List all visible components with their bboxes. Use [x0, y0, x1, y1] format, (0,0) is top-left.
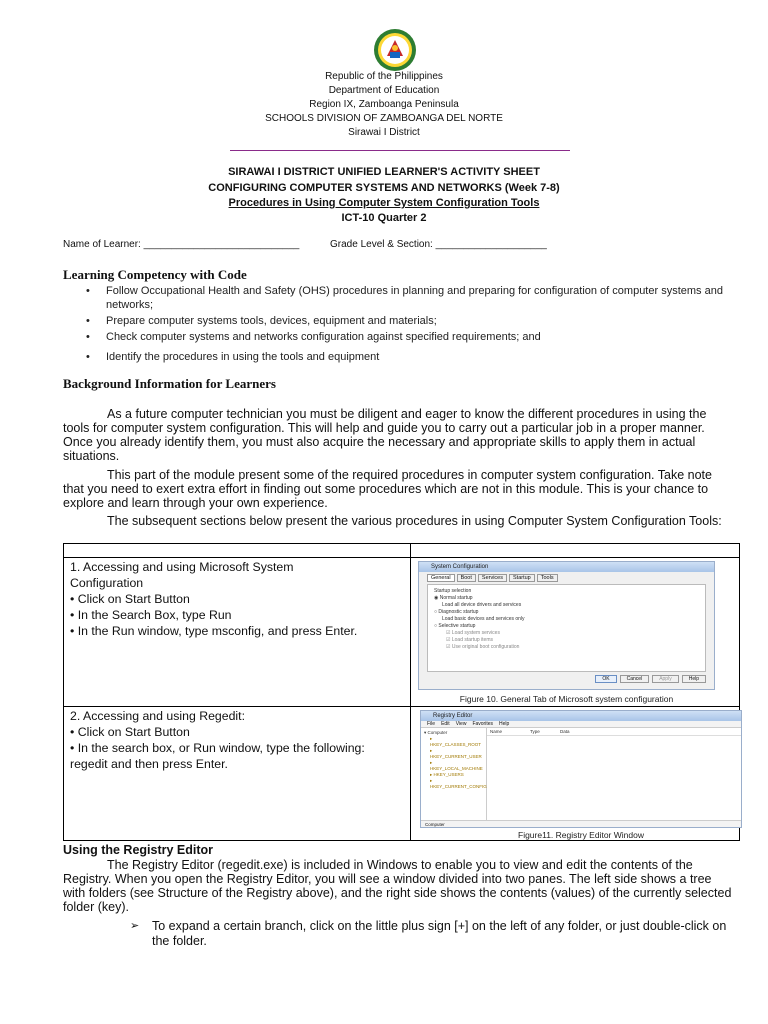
expand-branch-item: ➢ To expand a certain branch, click on the little plus sign [+] on the left of any folder, or just double-click on the folder. — [130, 919, 727, 948]
regedit-steps: 2. Accessing and using Regedit: • Click on Start Button • In the search box, or Run window, type the following: regedit and then press Enter. — [70, 709, 365, 771]
tab-services: Services — [478, 574, 507, 582]
msconfig-tabs — [419, 572, 714, 584]
title-subject: CONFIGURING COMPUTER SYSTEMS AND NETWORKS (Week 7-8) — [208, 182, 560, 194]
header-department: Department of Education — [328, 85, 440, 96]
header-divider — [230, 150, 570, 151]
title-activity-sheet: SIRAWAI I DISTRICT UNIFIED LEARNER'S ACTIVITY SHEET — [228, 166, 540, 178]
cancel-button: Cancel — [620, 675, 650, 683]
tab-general: General — [427, 574, 455, 582]
header-republic: Republic of the Philippines — [325, 71, 443, 82]
apply-button: Apply — [652, 675, 679, 683]
background-heading: Background Information for Learners — [63, 376, 276, 391]
system-configuration-screenshot: System Configuration General Boot Services Startup Tools Startup selection ◉ Normal startup Load all device drivers and services ○ Diagnostic startup Load basic devices and services only ○ Selective startup ☑ Load system services ☑ Load startup items ☑ Use original boot configuration OK Cancel Apply Help — [418, 561, 715, 690]
grade-level-section-field[interactable]: Grade Level & Section: ____________________ — [330, 239, 547, 250]
competency-item: • Prepare computer systems tools, devices, equipment and materials; — [86, 314, 736, 328]
title-quarter: ICT-10 Quarter 2 — [341, 212, 427, 224]
competency-list — [86, 284, 736, 366]
registry-values-pane: Name Type Data — [487, 728, 741, 820]
msconfig-general-panel: Startup selection ◉ Normal startup Load all device drivers and services ○ Diagnostic startup Load basic devices and services only ○ Selective startup ☑ Load system services ☑ Load startup items ☑ Use original boot configuration — [427, 584, 706, 672]
ok-button: OK — [595, 675, 616, 683]
competency-item: • Follow Occupational Health and Safety (OHS) procedures in planning and preparing for configuration of computer systems and networks; — [86, 284, 736, 312]
arrow-bullet-icon: ➢ — [130, 920, 140, 932]
header-division: SCHOOLS DIVISION OF ZAMBOANGA DEL NORTE — [265, 113, 503, 124]
figure-11-caption: Figure11. Registry Editor Window — [518, 830, 644, 840]
name-of-learner-field[interactable]: Name of Learner: ____________________________ — [63, 239, 300, 250]
header-region: Region IX, Zamboanga Peninsula — [309, 99, 459, 110]
msconfig-buttons — [419, 672, 714, 686]
background-paragraph-3: The subsequent sections below present the various procedures in using Computer System Configuration Tools: — [107, 514, 722, 528]
competency-item: • Check computer systems and networks configuration against specified requirements; and — [86, 330, 736, 344]
registry-editor-screenshot: Registry Editor File Edit View Favorites Help ▾ Computer ▸ HKEY_CLASSES_ROOT ▸ HKEY_CURRENT_USER ▸ HKEY_LOCAL_MACHINE ▸ HKEY_USERS ▸ HKEY_CURRENT_CONFIG Name Type Data Computer — [420, 710, 742, 828]
figure-10-caption: Figure 10. General Tab of Microsoft system configuration — [459, 694, 674, 704]
registry-paragraph: The Registry Editor (regedit.exe) is included in Windows to enable you to view and edit the contents of the Registry. When you open the Registry Editor, you will see a window divided into two panes. The left side shows a tree with folders (see Structure of the Registry above), and the right side shows the contents (values) of the currently selected folder (key). — [63, 858, 732, 914]
title-topic: Procedures in Using Computer System Configuration Tools — [228, 197, 540, 209]
header-district: Sirawai I District — [348, 127, 420, 138]
tab-tools: Tools — [537, 574, 558, 582]
msconfig-steps: 1. Accessing and using Microsoft System Configuration • Click on Start Button • In the Search Box, type Run • In the Run window, type msconfig, and press Enter. — [70, 560, 358, 638]
registry-editor-heading: Using the Registry Editor — [63, 843, 214, 857]
help-button: Help — [682, 675, 706, 683]
tab-startup: Startup — [509, 574, 535, 582]
competency-heading: Learning Competency with Code — [63, 267, 247, 282]
regedit-status-bar: Computer — [421, 820, 741, 828]
deped-seal-logo — [373, 28, 417, 72]
background-paragraph-2: This part of the module present some of the required procedures in computer system configuration. Take note that you need to exert extra effort in finding out some procedures which are not in this module. This is your chance to explore and learn through your own experience. — [63, 468, 712, 510]
regedit-menu: File Edit View Favorites Help — [421, 721, 741, 728]
registry-tree: ▾ Computer ▸ HKEY_CLASSES_ROOT ▸ HKEY_CURRENT_USER ▸ HKEY_LOCAL_MACHINE ▸ HKEY_USERS ▸ HKEY_CURRENT_CONFIG — [421, 728, 487, 820]
procedures-table — [63, 543, 740, 841]
background-paragraph-1: As a future computer technician you must be diligent and eager to know the different procedures in using the tools for computer system configuration. This will help and guide you to carry out a particular job in a proper manner. Once you already identify them, you must also acquire the necessary and appropriate skills to apply them in actual situations. — [63, 407, 707, 463]
tab-boot: Boot — [457, 574, 476, 582]
competency-item: • Identify the procedures in using the tools and equipment — [86, 350, 736, 364]
